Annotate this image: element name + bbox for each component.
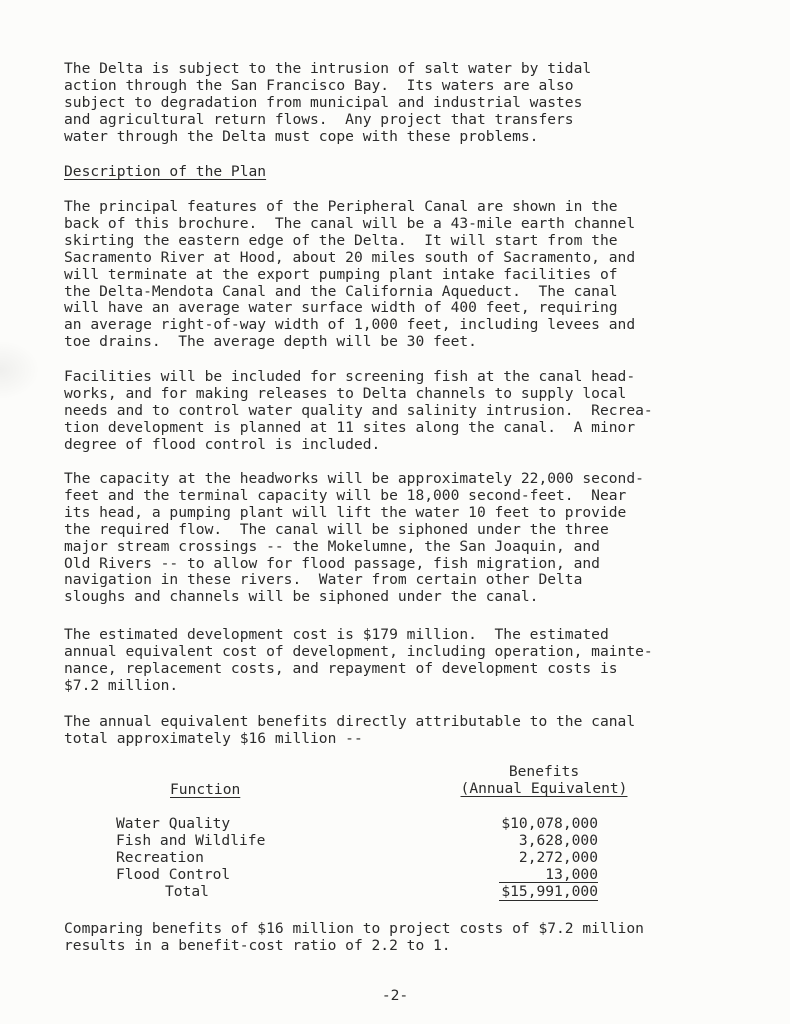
benefits-intro-paragraph: The annual equivalent benefits directly attributable to the canal total approximately $16 million -- — [64, 713, 636, 747]
benefits-table — [0, 764, 790, 914]
value-text: $10,078,000 — [501, 815, 598, 832]
cost-paragraph: The estimated development cost is $179 million. The estimated annual equivalent cost of development, including operation, mainte- nance, replacement costs, and repayment of development costs is $7.2 million. — [64, 626, 653, 694]
benefits-header-line1: Benefits — [508, 763, 580, 780]
conclusion-paragraph: Comparing benefits of $16 million to project costs of $7.2 million results in a benefit-cost ratio of 2.2 to 1. — [64, 920, 644, 954]
function-cell: Fish and Wildlife — [116, 832, 266, 849]
total-value-text: $15,991,000 — [501, 883, 598, 900]
value-cell — [460, 816, 598, 833]
function-cell: Flood Control — [116, 866, 231, 883]
page-number: -2- — [381, 987, 409, 1004]
function-cell: Recreation — [116, 849, 204, 866]
value-text: 3,628,000 — [518, 832, 598, 849]
scan-smudge — [0, 340, 40, 400]
function-cell: Water Quality — [116, 815, 231, 832]
value-text: 2,272,000 — [518, 849, 598, 866]
value-text: 13,000 — [545, 866, 598, 883]
section-heading: Description of the Plan — [64, 163, 267, 180]
function-column-header: Function — [170, 781, 241, 798]
features-paragraph: The principal features of the Peripheral Canal are shown in the back of this brochure. The canal will be a 43-mile earth channel skirting the eastern edge of the Delta. It will start from the Sacramento River at Hood, about 20 miles south of Sacramento, and will terminate at the export pumping plant intake facilities of the Delta-Mendota Canal and the California Aqueduct. The canal will have an average water surface width of 400 feet, requiring an average right-of-way width of 1,000 feet, including levees and toe drains. The average depth will be 30 feet. — [64, 198, 636, 351]
benefits-header-line2: (Annual Equivalent) — [460, 779, 628, 797]
table-row — [0, 833, 790, 850]
table-row — [0, 816, 790, 833]
total-value-cell — [460, 884, 598, 901]
table-total-row — [0, 884, 790, 901]
facilities-paragraph: Facilities will be included for screening fish at the canal head- works, and for making releases to Delta channels to supply local needs and to control water quality and salinity intrusion. Recrea- tion development is planned at 11 sites along the canal. A minor degree of flood control is included. — [64, 368, 653, 453]
value-cell — [460, 833, 598, 850]
total-label-cell: Total — [165, 883, 209, 900]
table-row — [0, 867, 790, 884]
benefits-column-header — [446, 764, 642, 798]
capacity-paragraph: The capacity at the headworks will be approximately 22,000 second- feet and the terminal capacity will be 18,000 second-feet. Near its head, a pumping plant will lift the water 10 feet to provide the required flow. The canal will be siphoned under the three major stream crossings -- the Mokelumne, the San Joaquin, and Old Rivers -- to allow for flood passage, fish migration, and navigation in these rivers. Water from certain other Delta sloughs and channels will be siphoned under the canal. — [64, 470, 644, 606]
table-row — [0, 850, 790, 867]
intro-paragraph: The Delta is subject to the intrusion of salt water by tidal action through the San Francisco Bay. Its waters are also subject to degradation from municipal and industrial wastes and agricultural return flows. Any project that transfers water through the Delta must cope with these problems. — [64, 60, 592, 145]
value-cell — [460, 850, 598, 867]
